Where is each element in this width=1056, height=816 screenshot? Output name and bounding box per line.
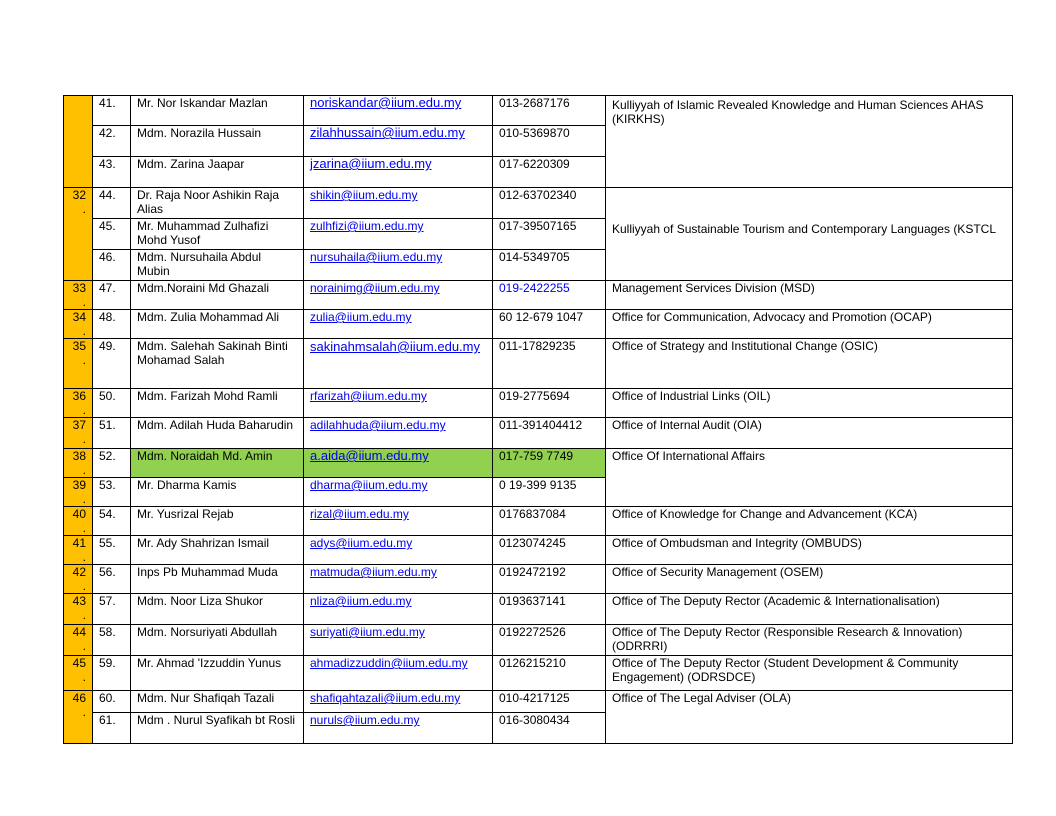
office-name: Office of The Deputy Rector (Responsible Research & Innovation) (ODRRRI)	[606, 625, 1013, 656]
email-link[interactable]: sakinahmsalah@iium.edu.my	[310, 339, 480, 354]
group-number-cell: 34.	[64, 310, 93, 339]
contact-name: Mr. Nor Iskandar Mazlan	[131, 96, 304, 126]
email-cell	[304, 418, 493, 449]
table-row	[64, 418, 1013, 449]
email-cell	[304, 310, 493, 339]
phone-number: 010-4217125	[493, 691, 606, 713]
office-name: Office of The Deputy Rector (Student Development & Community Engagement) (ODRSDCE)	[606, 656, 1013, 691]
table-row	[64, 507, 1013, 536]
contact-name: Mr. Yusrizal Rejab	[131, 507, 304, 536]
email-cell	[304, 96, 493, 126]
phone-number: 016-3080434	[493, 713, 606, 744]
contact-name: Mdm. Nur Shafiqah Tazali	[131, 691, 304, 713]
group-number-cell: 46.	[64, 691, 93, 744]
office-name: Office of Knowledge for Change and Advancement (KCA)	[606, 507, 1013, 536]
email-cell	[304, 478, 493, 507]
phone-number: 013-2687176	[493, 96, 606, 126]
phone-number: 0193637141	[493, 594, 606, 625]
contact-name: Mr. Ady Shahrizan Ismail	[131, 536, 304, 565]
email-cell	[304, 281, 493, 310]
phone-number: 60 12-679 1047	[493, 310, 606, 339]
phone-number: 017-39507165	[493, 219, 606, 250]
phone-number: 0123074245	[493, 536, 606, 565]
table-row	[64, 656, 1013, 691]
row-number: 43.	[93, 157, 131, 188]
row-number: 53.	[93, 478, 131, 507]
row-number: 61.	[93, 713, 131, 744]
group-number-cell	[64, 96, 93, 188]
email-cell	[304, 625, 493, 656]
office-name	[606, 188, 1013, 281]
row-number: 47.	[93, 281, 131, 310]
contact-name: Mdm. Zulia Mohammad Ali	[131, 310, 304, 339]
row-number: 60.	[93, 691, 131, 713]
group-number-cell: 33.	[64, 281, 93, 310]
email-link[interactable]: a.aida@iium.edu.my	[310, 448, 429, 463]
email-cell	[304, 126, 493, 157]
email-link[interactable]: nursuhaila@iium.edu.my	[310, 250, 443, 264]
contact-name: Mdm. Nursuhaila Abdul Mubin	[131, 250, 304, 281]
office-name: Office of Security Management (OSEM)	[606, 565, 1013, 594]
email-link[interactable]: rfarizah@iium.edu.my	[310, 389, 427, 403]
row-number: 50.	[93, 389, 131, 418]
contact-name: Mdm. Norsuriyati Abdullah	[131, 625, 304, 656]
phone-number: 0126215210	[493, 656, 606, 691]
email-link[interactable]: ahmadizzuddin@iium.edu.my	[310, 656, 468, 670]
contact-name: Mdm. Farizah Mohd Ramli	[131, 389, 304, 418]
email-cell	[304, 250, 493, 281]
office-name: Office of The Legal Adviser (OLA)	[606, 691, 1013, 744]
email-link[interactable]: matmuda@iium.edu.my	[310, 565, 437, 579]
group-number-cell: 43.	[64, 594, 93, 625]
email-link[interactable]: shafiqahtazali@iium.edu.my	[310, 691, 461, 705]
email-cell	[304, 594, 493, 625]
email-cell	[304, 536, 493, 565]
email-link[interactable]: noriskandar@iium.edu.my	[310, 95, 462, 110]
phone-number: 017-759 7749	[493, 449, 606, 478]
row-number: 45.	[93, 219, 131, 250]
row-number: 56.	[93, 565, 131, 594]
phone-number: 011-17829235	[493, 339, 606, 389]
row-number: 59.	[93, 656, 131, 691]
table-row	[64, 188, 1013, 219]
email-link[interactable]: adilahhuda@iium.edu.my	[310, 418, 446, 432]
email-link[interactable]: dharma@iium.edu.my	[310, 478, 428, 492]
group-number-cell: 42.	[64, 565, 93, 594]
row-number: 41.	[93, 96, 131, 126]
table-row	[64, 536, 1013, 565]
office-name: Office of Industrial Links (OIL)	[606, 389, 1013, 418]
group-number-cell: 39.	[64, 478, 93, 507]
table-row	[64, 625, 1013, 656]
phone-number: 0176837084	[493, 507, 606, 536]
contact-table	[63, 95, 1013, 744]
contact-name: Mdm. Noor Liza Shukor	[131, 594, 304, 625]
group-number-cell: 36.	[64, 389, 93, 418]
office-name: Management Services Division (MSD)	[606, 281, 1013, 310]
row-number: 46.	[93, 250, 131, 281]
office-name: Office of Ombudsman and Integrity (OMBUDS)	[606, 536, 1013, 565]
email-cell	[304, 339, 493, 389]
row-number: 58.	[93, 625, 131, 656]
email-cell	[304, 389, 493, 418]
table-row	[64, 310, 1013, 339]
email-link[interactable]: zilahhussain@iium.edu.my	[310, 125, 465, 140]
group-number-cell: 44.	[64, 625, 93, 656]
table-row	[64, 691, 1013, 713]
email-cell	[304, 507, 493, 536]
contact-name: Mdm. Zarina Jaapar	[131, 157, 304, 188]
email-link[interactable]: suriyati@iium.edu.my	[310, 625, 425, 639]
email-cell	[304, 157, 493, 188]
office-name: Office Of International Affairs	[606, 449, 1013, 507]
office-name-text: Kulliyyah of Sustainable Tourism and Contemporary Languages (KSTCL	[612, 222, 996, 236]
email-cell	[304, 565, 493, 594]
contact-name: Mdm. Noraidah Md. Amin	[131, 449, 304, 478]
office-name: Office of Strategy and Institutional Change (OSIC)	[606, 339, 1013, 389]
group-number-cell: 40.	[64, 507, 93, 536]
phone-number: 011-391404412	[493, 418, 606, 449]
table-row	[64, 281, 1013, 310]
email-cell	[304, 188, 493, 219]
table-row	[64, 594, 1013, 625]
email-link[interactable]: nliza@iium.edu.my	[310, 594, 412, 608]
table-row	[64, 389, 1013, 418]
row-number: 57.	[93, 594, 131, 625]
contact-name: Mdm. Adilah Huda Baharudin	[131, 418, 304, 449]
phone-number: 0 19-399 9135	[493, 478, 606, 507]
contact-name: Mdm . Nurul Syafikah bt Rosli	[131, 713, 304, 744]
email-link[interactable]: norainimg@iium.edu.my	[310, 281, 440, 295]
email-cell	[304, 713, 493, 744]
table-row	[64, 96, 1013, 126]
office-name: Kulliyyah of Islamic Revealed Knowledge and Human Sciences AHAS (KIRKHS)	[606, 96, 1013, 188]
group-number-cell: 37.	[64, 418, 93, 449]
row-number: 44.	[93, 188, 131, 219]
phone-number: 019-2422255	[493, 281, 606, 310]
email-cell	[304, 449, 493, 478]
contact-name: Mdm.Noraini Md Ghazali	[131, 281, 304, 310]
contact-name: Mr. Muhammad Zulhafizi Mohd Yusof	[131, 219, 304, 250]
group-number-cell: 32.	[64, 188, 93, 281]
phone-number: 019-2775694	[493, 389, 606, 418]
contact-name: Mr. Dharma Kamis	[131, 478, 304, 507]
email-link[interactable]: adys@iium.edu.my	[310, 536, 413, 550]
row-number: 52.	[93, 449, 131, 478]
contact-name: Mdm. Norazila Hussain	[131, 126, 304, 157]
group-number-cell: 45.	[64, 656, 93, 691]
table-row	[64, 565, 1013, 594]
contact-name: Inps Pb Muhammad Muda	[131, 565, 304, 594]
row-number: 49.	[93, 339, 131, 389]
office-name: Office for Communication, Advocacy and Promotion (OCAP)	[606, 310, 1013, 339]
office-name: Office of The Deputy Rector (Academic & Internationalisation)	[606, 594, 1013, 625]
row-number: 51.	[93, 418, 131, 449]
email-link[interactable]: nuruls@iium.edu.my	[310, 713, 420, 727]
phone-number: 0192472192	[493, 565, 606, 594]
contact-directory-page	[63, 95, 1012, 744]
email-cell	[304, 656, 493, 691]
row-number: 55.	[93, 536, 131, 565]
row-number: 48.	[93, 310, 131, 339]
contact-name: Mr. Ahmad 'Izzuddin Yunus	[131, 656, 304, 691]
office-name: Office of Internal Audit (OIA)	[606, 418, 1013, 449]
group-number-cell: 38.	[64, 449, 93, 478]
row-number: 54.	[93, 507, 131, 536]
email-link[interactable]: zulhfizi@iium.edu.my	[310, 219, 424, 233]
email-link[interactable]: shikin@iium.edu.my	[310, 188, 418, 202]
table-row	[64, 449, 1013, 478]
email-link[interactable]: jzarina@iium.edu.my	[310, 156, 432, 171]
phone-number: 014-5349705	[493, 250, 606, 281]
phone-number: 0192272526	[493, 625, 606, 656]
table-row	[64, 339, 1013, 389]
phone-number: 017-6220309	[493, 157, 606, 188]
group-number-cell: 35.	[64, 339, 93, 389]
phone-number: 010-5369870	[493, 126, 606, 157]
group-number-cell: 41.	[64, 536, 93, 565]
email-link[interactable]: rizal@iium.edu.my	[310, 507, 409, 521]
email-cell	[304, 219, 493, 250]
contact-name: Mdm. Salehah Sakinah Binti Mohamad Salah	[131, 339, 304, 389]
row-number: 42.	[93, 126, 131, 157]
phone-number: 012-63702340	[493, 188, 606, 219]
email-cell	[304, 691, 493, 713]
email-link[interactable]: zulia@iium.edu.my	[310, 310, 412, 324]
contact-name: Dr. Raja Noor Ashikin Raja Alias	[131, 188, 304, 219]
